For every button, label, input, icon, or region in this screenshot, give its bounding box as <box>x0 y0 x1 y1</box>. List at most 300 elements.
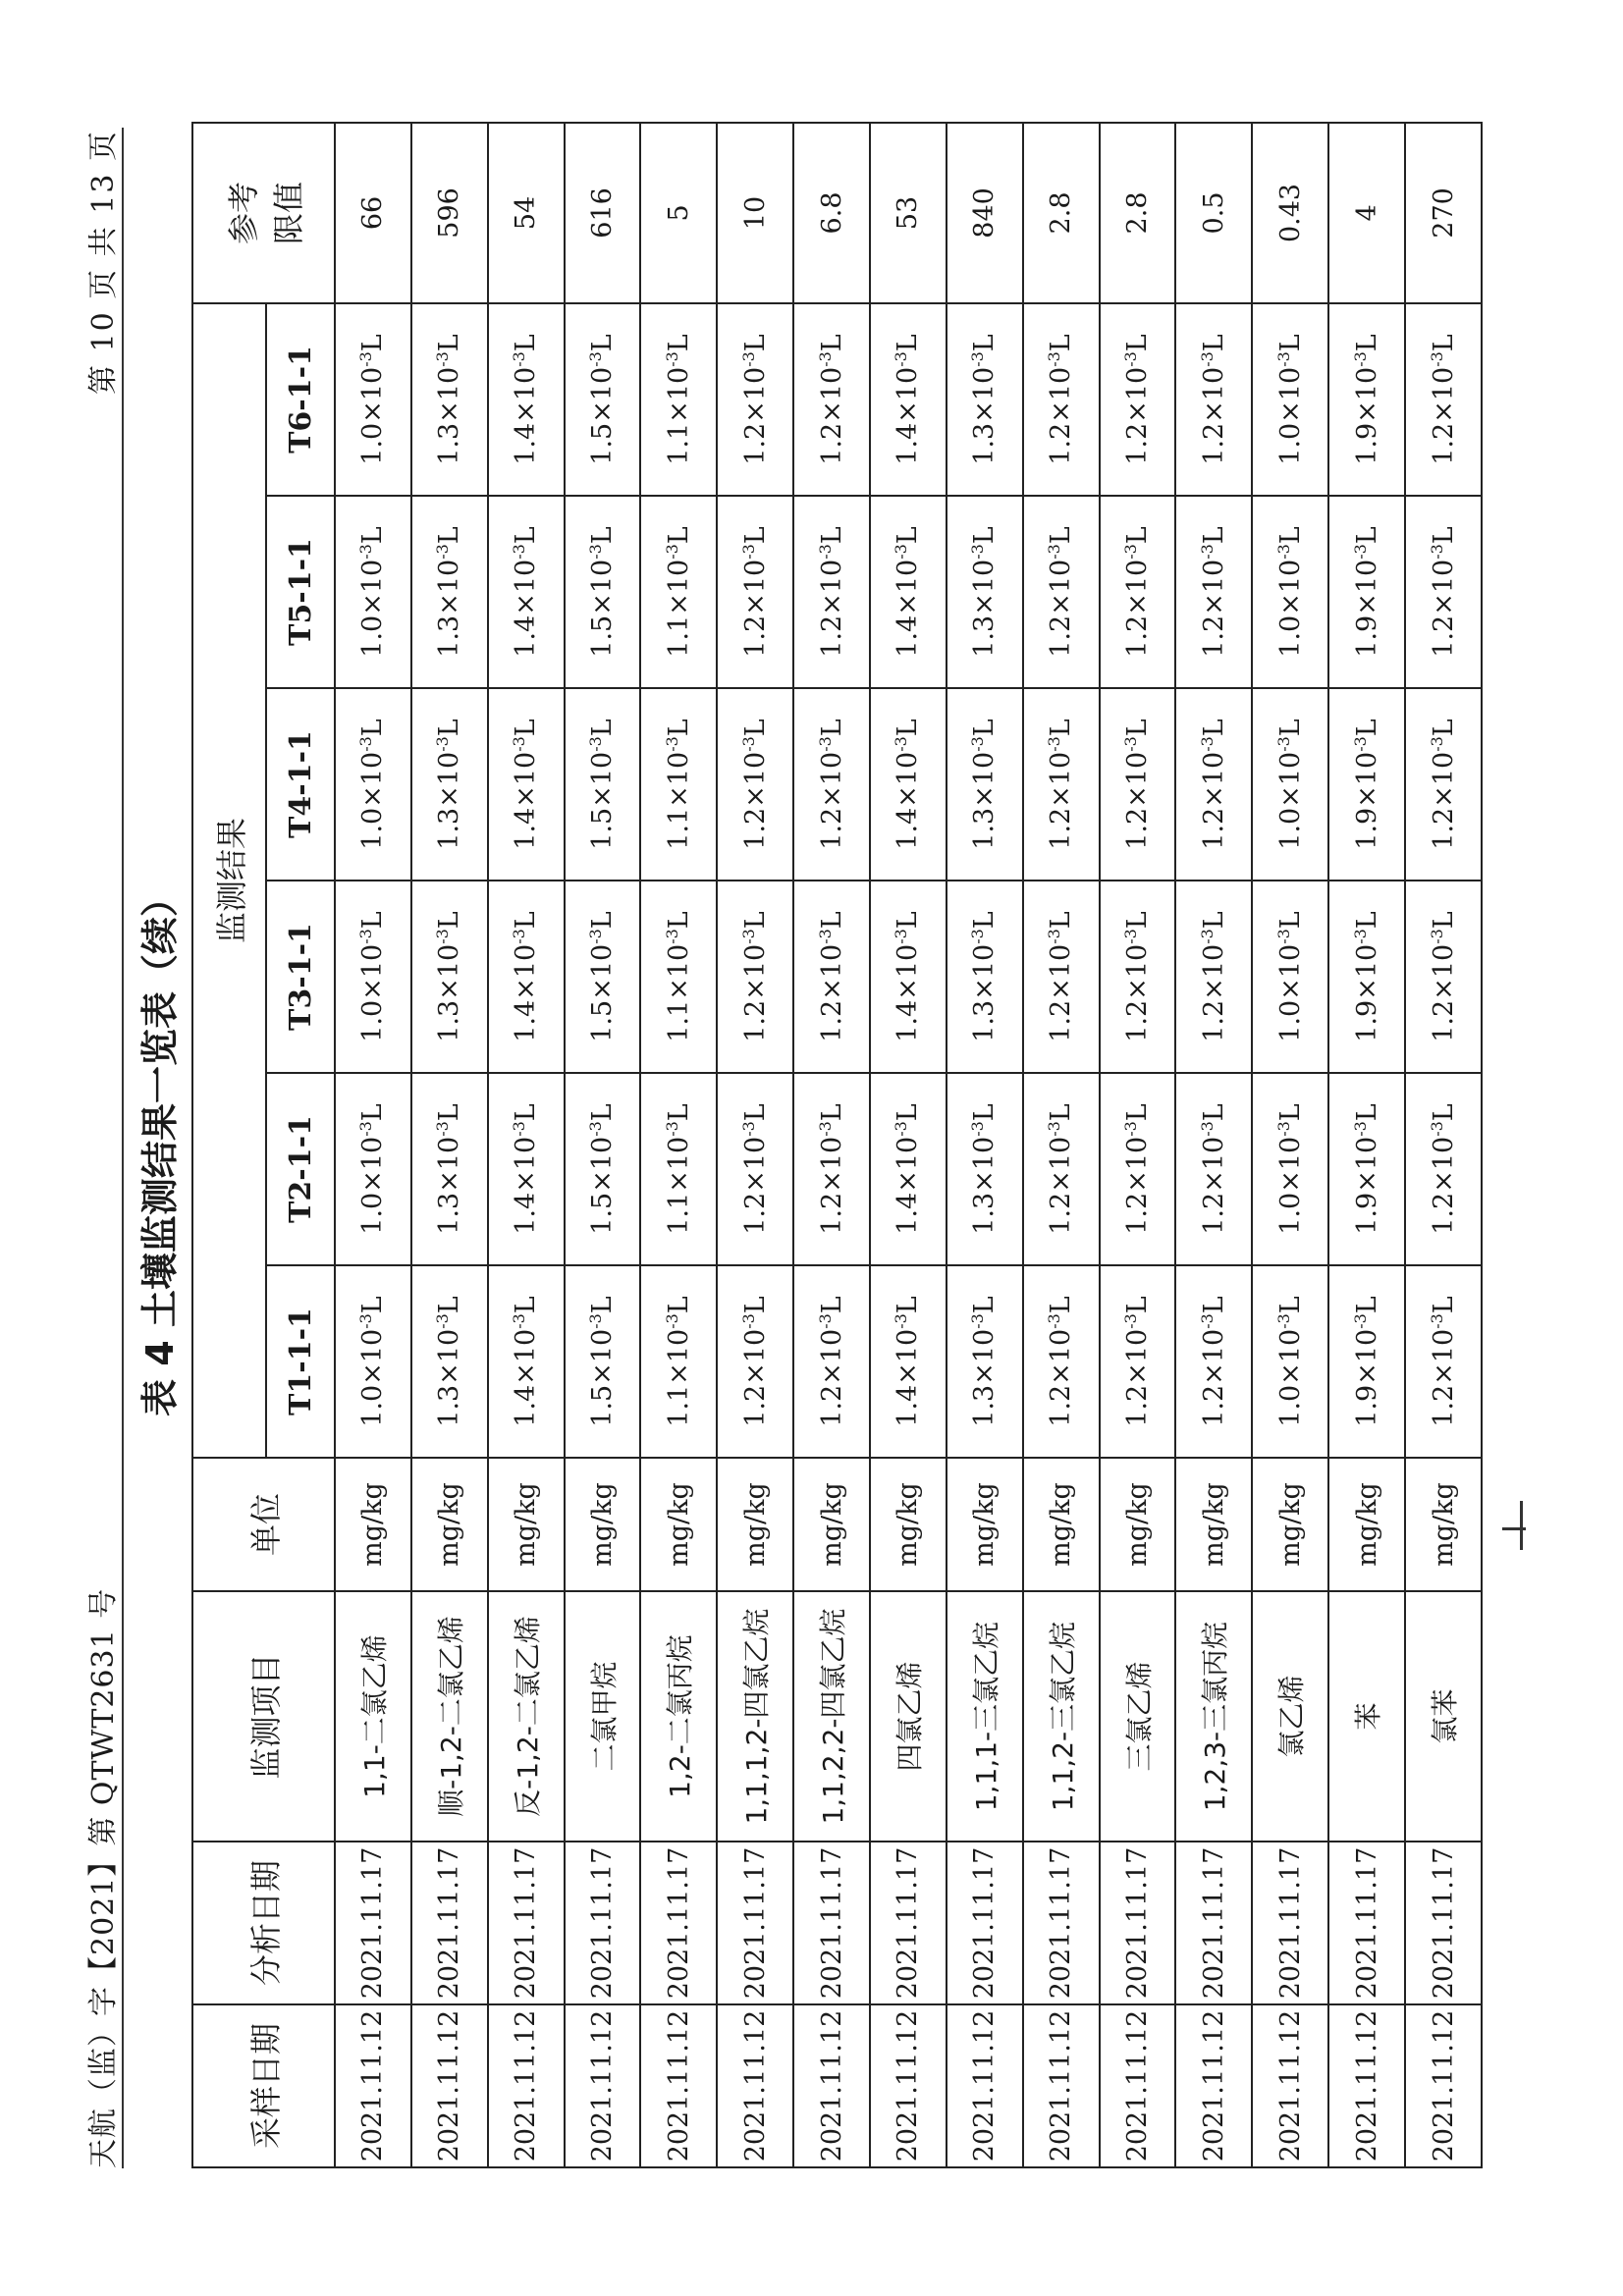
result-cell <box>717 688 793 881</box>
result-multiplier: ×10 <box>816 366 847 423</box>
result-flag: L <box>511 1103 542 1122</box>
sample-date-cell: 2021.11.12 <box>1100 2004 1176 2167</box>
result-flag: L <box>587 334 618 352</box>
result-multiplier: ×10 <box>1122 751 1154 808</box>
limit-cell: 0.43 <box>1252 123 1328 303</box>
result-multiplier: ×10 <box>434 1328 465 1385</box>
sample-date-cell: 2021.11.12 <box>870 2004 947 2167</box>
item-cell: 1,1,2-三氯乙烷 <box>1023 1591 1100 1842</box>
result-mantissa: 1.3 <box>969 1384 1001 1427</box>
result-mantissa: 1.4 <box>511 422 542 465</box>
analysis-date-cell: 2021.11.17 <box>1328 1842 1405 2004</box>
result-multiplier: ×10 <box>1428 943 1459 1000</box>
report-number: 天航（监）字【2021】第 QTWT2631 号 <box>86 1587 121 2168</box>
result-flag: L <box>1351 1103 1382 1122</box>
result-cell <box>335 496 411 688</box>
result-cell <box>411 1265 488 1458</box>
result-cell <box>335 1073 411 1265</box>
sample-date-cell: 2021.11.12 <box>411 2004 488 2167</box>
result-multiplier: ×10 <box>893 1328 924 1385</box>
result-mantissa: 1.3 <box>434 1384 465 1427</box>
result-exponent: -3 <box>586 544 605 560</box>
result-multiplier: ×10 <box>1122 1328 1154 1385</box>
result-cell <box>1328 496 1405 688</box>
result-mantissa: 1.2 <box>816 1384 847 1427</box>
result-mantissa: 1.4 <box>893 1192 924 1235</box>
result-cell <box>488 1265 565 1458</box>
result-flag: L <box>739 911 771 930</box>
sample-date-cell: 2021.11.12 <box>1175 2004 1252 2167</box>
result-multiplier: ×10 <box>1198 751 1229 808</box>
limit-cell: 10 <box>717 123 793 303</box>
item-cell: 1,2-二氯丙烷 <box>640 1591 717 1842</box>
result-cell <box>870 496 947 688</box>
result-mantissa: 1.0 <box>1274 999 1306 1042</box>
result-mantissa: 1.2 <box>739 1384 771 1427</box>
result-multiplier: ×10 <box>1274 1136 1306 1193</box>
limit-cell: 2.8 <box>1023 123 1100 303</box>
result-flag: L <box>1351 1296 1382 1314</box>
result-mantissa: 1.4 <box>511 999 542 1042</box>
result-cell <box>488 881 565 1073</box>
result-exponent: -3 <box>356 351 376 367</box>
result-exponent: -3 <box>1350 736 1370 752</box>
result-exponent: -3 <box>892 351 911 367</box>
result-flag: L <box>357 334 389 352</box>
sample-date-cell: 2021.11.12 <box>1252 2004 1328 2167</box>
result-cell <box>565 303 641 496</box>
analysis-date-cell: 2021.11.17 <box>1252 1842 1328 2004</box>
result-exponent: -3 <box>510 1121 529 1137</box>
result-flag: L <box>434 1296 465 1314</box>
result-multiplier: ×10 <box>893 751 924 808</box>
result-exponent: -3 <box>815 1121 835 1137</box>
result-flag: L <box>1122 719 1154 737</box>
item-cell: 三氯乙烯 <box>1100 1591 1176 1842</box>
result-exponent: -3 <box>738 1313 758 1329</box>
result-flag: L <box>511 911 542 930</box>
result-exponent: -3 <box>356 929 376 944</box>
result-mantissa: 1.2 <box>739 807 771 850</box>
result-exponent: -3 <box>1350 351 1370 367</box>
result-cell <box>947 881 1023 1073</box>
result-mantissa: 1.1 <box>663 422 694 465</box>
header-rule <box>122 128 124 2168</box>
result-cell <box>1328 1073 1405 1265</box>
result-multiplier: ×10 <box>739 1328 771 1385</box>
result-mantissa: 1.2 <box>1428 1192 1459 1235</box>
result-flag: L <box>739 334 771 352</box>
result-flag: L <box>893 334 924 352</box>
result-cell <box>1100 1073 1176 1265</box>
limit-cell: 66 <box>335 123 411 303</box>
result-multiplier: ×10 <box>816 943 847 1000</box>
result-cell <box>335 688 411 881</box>
result-cell <box>1175 496 1252 688</box>
result-cell <box>411 496 488 688</box>
result-exponent: -3 <box>1045 351 1064 367</box>
result-mantissa: 1.2 <box>1122 422 1154 465</box>
result-mantissa: 1.2 <box>1428 1384 1459 1427</box>
result-exponent: -3 <box>1121 544 1141 560</box>
result-mantissa: 1.0 <box>357 807 389 850</box>
unit-cell: mg/kg <box>411 1458 488 1591</box>
result-mantissa: 1.4 <box>893 614 924 658</box>
result-multiplier: ×10 <box>1122 559 1154 615</box>
unit-cell: mg/kg <box>488 1458 565 1591</box>
table-row <box>793 123 870 2167</box>
result-mantissa: 1.5 <box>587 422 618 465</box>
result-cell <box>1023 1073 1100 1265</box>
result-multiplier: ×10 <box>1122 1136 1154 1193</box>
result-mantissa: 1.1 <box>663 1192 694 1235</box>
result-flag: L <box>1428 719 1459 737</box>
result-flag: L <box>893 526 924 545</box>
result-flag: L <box>1122 1103 1154 1122</box>
result-flag: L <box>357 719 389 737</box>
result-flag: L <box>1428 911 1459 930</box>
limit-cell: 616 <box>565 123 641 303</box>
result-mantissa: 1.0 <box>357 1384 389 1427</box>
result-multiplier: ×10 <box>434 559 465 615</box>
result-flag: L <box>1046 911 1077 930</box>
result-cell <box>1252 1265 1328 1458</box>
result-cell <box>411 881 488 1073</box>
result-cell <box>1405 1265 1482 1458</box>
result-flag: L <box>1046 1103 1077 1122</box>
analysis-date-cell: 2021.11.17 <box>565 1842 641 2004</box>
result-cell <box>1328 688 1405 881</box>
unit-cell: mg/kg <box>717 1458 793 1591</box>
limit-cell: 6.8 <box>793 123 870 303</box>
result-multiplier: ×10 <box>1274 943 1306 1000</box>
result-exponent: -3 <box>815 544 835 560</box>
sample-date-cell: 2021.11.12 <box>640 2004 717 2167</box>
result-exponent: -3 <box>1045 1121 1064 1137</box>
analysis-date-cell: 2021.11.17 <box>1023 1842 1100 2004</box>
result-multiplier: ×10 <box>1122 943 1154 1000</box>
sample-date-cell: 2021.11.12 <box>565 2004 641 2167</box>
result-multiplier: ×10 <box>1122 366 1154 423</box>
result-mantissa: 1.0 <box>357 1192 389 1235</box>
result-exponent: -3 <box>586 736 605 752</box>
limit-cell: 840 <box>947 123 1023 303</box>
item-cell: 氯乙烯 <box>1252 1591 1328 1842</box>
result-exponent: -3 <box>738 929 758 944</box>
result-mantissa: 1.9 <box>1351 1384 1382 1427</box>
result-mantissa: 1.2 <box>1198 614 1229 658</box>
result-mantissa: 1.2 <box>1122 999 1154 1042</box>
result-exponent: -3 <box>892 544 911 560</box>
result-exponent: -3 <box>892 1121 911 1137</box>
limit-cell: 54 <box>488 123 565 303</box>
result-cell <box>793 496 870 688</box>
result-exponent: -3 <box>968 1313 988 1329</box>
result-exponent: -3 <box>1121 929 1141 944</box>
analysis-date-cell: 2021.11.17 <box>488 1842 565 2004</box>
unit-cell: mg/kg <box>1405 1458 1482 1591</box>
result-flag: L <box>1351 334 1382 352</box>
result-cell <box>947 688 1023 881</box>
result-multiplier: ×10 <box>1351 366 1382 423</box>
sample-date-cell: 2021.11.12 <box>1023 2004 1100 2167</box>
scan-mark <box>1520 1501 1523 1550</box>
result-flag: L <box>663 334 694 352</box>
result-mantissa: 1.2 <box>1198 1384 1229 1427</box>
result-exponent: -3 <box>738 736 758 752</box>
header-point: T6-1-1 <box>266 303 335 496</box>
item-cell: 四氯乙烯 <box>870 1591 947 1842</box>
result-flag: L <box>1274 526 1306 545</box>
result-multiplier: ×10 <box>969 751 1001 808</box>
result-multiplier: ×10 <box>1046 751 1077 808</box>
result-exponent: -3 <box>1197 1121 1217 1137</box>
result-cell <box>1100 688 1176 881</box>
result-mantissa: 1.3 <box>434 1192 465 1235</box>
analysis-date-cell: 2021.11.17 <box>717 1842 793 2004</box>
result-multiplier: ×10 <box>434 943 465 1000</box>
result-flag: L <box>663 911 694 930</box>
result-exponent: -3 <box>1045 1313 1064 1329</box>
header-item: 监测项目 <box>192 1591 335 1842</box>
result-mantissa: 1.4 <box>511 614 542 658</box>
result-cell <box>947 303 1023 496</box>
result-flag: L <box>1198 911 1229 930</box>
result-exponent: -3 <box>356 544 376 560</box>
result-flag: L <box>1274 719 1306 737</box>
sample-date-cell: 2021.11.12 <box>717 2004 793 2167</box>
result-multiplier: ×10 <box>969 366 1001 423</box>
result-flag: L <box>969 911 1001 930</box>
result-cell <box>1252 881 1328 1073</box>
result-flag: L <box>1351 526 1382 545</box>
result-flag: L <box>1351 719 1382 737</box>
result-flag: L <box>816 911 847 930</box>
result-mantissa: 1.2 <box>739 614 771 658</box>
result-flag: L <box>1046 334 1077 352</box>
result-flag: L <box>1428 526 1459 545</box>
item-cell: 二氯甲烷 <box>565 1591 641 1842</box>
result-flag: L <box>816 1103 847 1122</box>
result-exponent: -3 <box>356 736 376 752</box>
result-flag: L <box>969 719 1001 737</box>
result-mantissa: 1.5 <box>587 999 618 1042</box>
result-multiplier: ×10 <box>663 366 694 423</box>
result-flag: L <box>816 719 847 737</box>
result-cell <box>1100 496 1176 688</box>
result-cell <box>1100 881 1176 1073</box>
sample-date-cell: 2021.11.12 <box>947 2004 1023 2167</box>
result-mantissa: 1.4 <box>893 807 924 850</box>
table-row <box>1405 123 1482 2167</box>
result-mantissa: 1.2 <box>1428 999 1459 1042</box>
result-cell <box>640 881 717 1073</box>
result-flag: L <box>663 719 694 737</box>
result-flag: L <box>1198 526 1229 545</box>
result-multiplier: ×10 <box>969 943 1001 1000</box>
result-cell <box>717 1265 793 1458</box>
result-cell <box>717 881 793 1073</box>
result-cell <box>1405 881 1482 1073</box>
header-limit-line2: 限值 <box>269 181 307 244</box>
result-multiplier: ×10 <box>739 366 771 423</box>
result-flag: L <box>1122 334 1154 352</box>
result-cell <box>565 1265 641 1458</box>
result-multiplier: ×10 <box>969 1328 1001 1385</box>
result-mantissa: 1.2 <box>1198 807 1229 850</box>
result-exponent: -3 <box>662 736 681 752</box>
result-cell <box>870 1265 947 1458</box>
result-cell <box>1252 688 1328 881</box>
result-mantissa: 1.5 <box>587 614 618 658</box>
result-flag: L <box>739 1296 771 1314</box>
result-exponent: -3 <box>433 351 453 367</box>
result-flag: L <box>1274 1103 1306 1122</box>
result-flag: L <box>1198 1103 1229 1122</box>
result-flag: L <box>587 1103 618 1122</box>
result-exponent: -3 <box>510 544 529 560</box>
result-mantissa: 1.0 <box>357 614 389 658</box>
item-cell: 氯苯 <box>1405 1591 1482 1842</box>
result-multiplier: ×10 <box>511 366 542 423</box>
result-cell <box>793 881 870 1073</box>
result-exponent: -3 <box>1197 736 1217 752</box>
result-exponent: -3 <box>1273 1313 1293 1329</box>
table-row <box>411 123 488 2167</box>
table-row <box>335 123 411 2167</box>
limit-cell: 2.8 <box>1100 123 1176 303</box>
result-multiplier: ×10 <box>969 559 1001 615</box>
result-multiplier: ×10 <box>511 943 542 1000</box>
result-cell <box>717 496 793 688</box>
result-cell <box>488 1073 565 1265</box>
result-exponent: -3 <box>1197 544 1217 560</box>
result-cell <box>717 303 793 496</box>
result-flag: L <box>587 911 618 930</box>
result-flag: L <box>357 1103 389 1122</box>
result-cell <box>1175 303 1252 496</box>
result-exponent: -3 <box>586 351 605 367</box>
result-multiplier: ×10 <box>1198 366 1229 423</box>
result-cell <box>1023 688 1100 881</box>
result-cell <box>1023 303 1100 496</box>
result-mantissa: 1.2 <box>739 999 771 1042</box>
result-multiplier: ×10 <box>434 751 465 808</box>
result-mantissa: 1.2 <box>1046 1384 1077 1427</box>
result-exponent: -3 <box>356 1313 376 1329</box>
result-mantissa: 1.2 <box>1046 999 1077 1042</box>
result-exponent: -3 <box>1273 351 1293 367</box>
result-mantissa: 1.3 <box>434 422 465 465</box>
result-flag: L <box>1122 526 1154 545</box>
result-exponent: -3 <box>433 929 453 944</box>
result-mantissa: 1.4 <box>893 1384 924 1427</box>
result-exponent: -3 <box>1350 929 1370 944</box>
unit-cell: mg/kg <box>870 1458 947 1591</box>
result-cell <box>640 496 717 688</box>
result-cell <box>1252 303 1328 496</box>
result-mantissa: 1.5 <box>587 807 618 850</box>
result-multiplier: ×10 <box>1274 1328 1306 1385</box>
analysis-date-cell: 2021.11.17 <box>793 1842 870 2004</box>
result-multiplier: ×10 <box>587 366 618 423</box>
result-exponent: -3 <box>738 1121 758 1137</box>
result-cell <box>640 303 717 496</box>
result-flag: L <box>1198 334 1229 352</box>
result-flag: L <box>816 1296 847 1314</box>
result-flag: L <box>357 911 389 930</box>
result-mantissa: 1.1 <box>663 614 694 658</box>
result-mantissa: 1.3 <box>969 999 1001 1042</box>
item-cell: 顺-1,2-二氯乙烯 <box>411 1591 488 1842</box>
sample-date-cell: 2021.11.12 <box>793 2004 870 2167</box>
item-cell: 1,1,1-三氯乙烷 <box>947 1591 1023 1842</box>
result-multiplier: ×10 <box>511 1328 542 1385</box>
result-multiplier: ×10 <box>1351 751 1382 808</box>
result-mantissa: 1.3 <box>969 1192 1001 1235</box>
result-exponent: -3 <box>433 736 453 752</box>
result-exponent: -3 <box>662 1313 681 1329</box>
result-cell <box>565 688 641 881</box>
result-cell <box>870 688 947 881</box>
result-mantissa: 1.2 <box>1428 614 1459 658</box>
result-exponent: -3 <box>892 736 911 752</box>
result-mantissa: 1.2 <box>816 807 847 850</box>
result-mantissa: 1.3 <box>969 614 1001 658</box>
result-flag: L <box>587 526 618 545</box>
result-multiplier: ×10 <box>1046 943 1077 1000</box>
result-mantissa: 1.9 <box>1351 1192 1382 1235</box>
header-limit <box>192 123 335 303</box>
result-flag: L <box>1122 911 1154 930</box>
result-mantissa: 1.2 <box>1198 422 1229 465</box>
result-multiplier: ×10 <box>816 751 847 808</box>
result-flag: L <box>739 1103 771 1122</box>
result-cell <box>870 303 947 496</box>
result-exponent: -3 <box>738 351 758 367</box>
result-flag: L <box>434 334 465 352</box>
item-cell: 1,2,3-三氯丙烷 <box>1175 1591 1252 1842</box>
result-exponent: -3 <box>1427 929 1446 944</box>
result-mantissa: 1.2 <box>1428 807 1459 850</box>
result-multiplier: ×10 <box>1198 559 1229 615</box>
result-multiplier: ×10 <box>511 1136 542 1193</box>
result-mantissa: 1.2 <box>1046 807 1077 850</box>
header-analysis-date: 分析日期 <box>192 1842 335 2004</box>
result-cell <box>870 1073 947 1265</box>
soil-results-table <box>191 122 1483 2168</box>
sample-date-cell: 2021.11.12 <box>1328 2004 1405 2167</box>
unit-cell: mg/kg <box>565 1458 641 1591</box>
result-mantissa: 1.0 <box>1274 422 1306 465</box>
result-mantissa: 1.2 <box>739 422 771 465</box>
analysis-date-cell: 2021.11.17 <box>335 1842 411 2004</box>
result-mantissa: 1.2 <box>1046 1192 1077 1235</box>
result-exponent: -3 <box>1197 351 1217 367</box>
result-multiplier: ×10 <box>511 751 542 808</box>
result-flag: L <box>816 334 847 352</box>
result-exponent: -3 <box>968 351 988 367</box>
result-cell <box>411 1073 488 1265</box>
result-cell <box>488 688 565 881</box>
result-cell <box>1175 688 1252 881</box>
result-multiplier: ×10 <box>663 1328 694 1385</box>
result-exponent: -3 <box>738 544 758 560</box>
result-cell <box>1328 1265 1405 1458</box>
result-exponent: -3 <box>1197 929 1217 944</box>
result-exponent: -3 <box>1121 1313 1141 1329</box>
analysis-date-cell: 2021.11.17 <box>1175 1842 1252 2004</box>
